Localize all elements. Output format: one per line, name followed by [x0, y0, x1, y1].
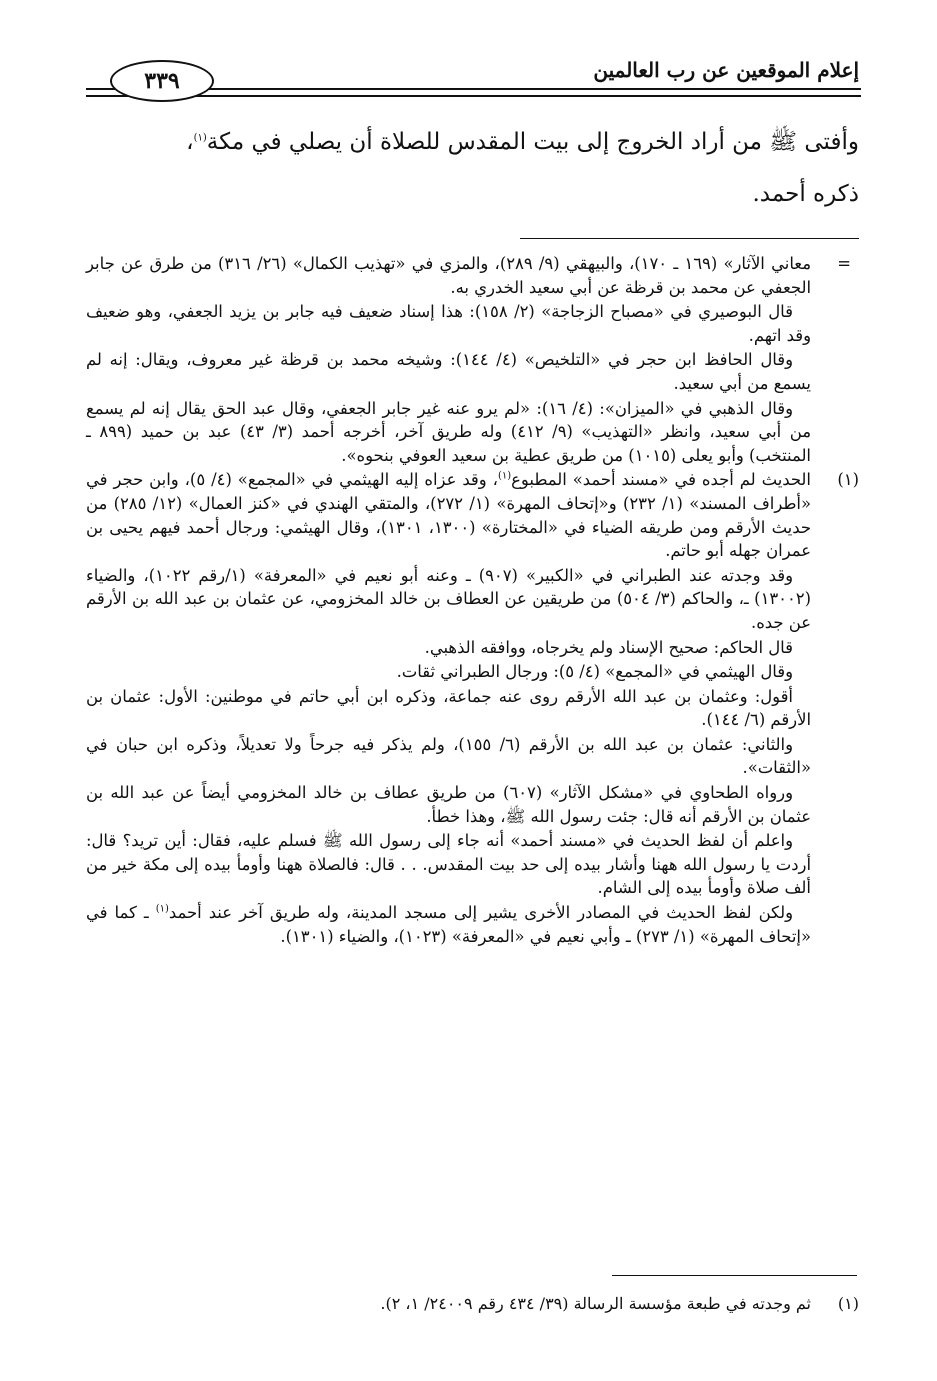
note-continuation — [86, 252, 859, 299]
main-line: ذكره أحمد. — [752, 181, 859, 207]
note-paragraph: قال الحاكم: صحيح الإسناد ولم يخرجاه، ووافقه الذهبي. — [424, 637, 793, 657]
main-text — [86, 116, 859, 220]
note-paragraph: أقول: وعثمان بن عبد الله الأرقم روى عنه جماعة، وذكره ابن أبي حاتم في موطنين: الأول: عثمان بن الأرقم (٦/ ١٤٤). — [86, 686, 811, 730]
note-paragraph: وقال الحافظ ابن حجر في «التلخيص» (٤/ ١٤٤): وشيخه محمد بن قرظة غير معروف، ويقال: إنه لم يسمع من أبي سعيد. — [86, 350, 811, 393]
note-text: الحديث لم أجده في «مسند أحمد» المطبوع — [511, 470, 811, 490]
footnote-separator — [612, 1275, 857, 1276]
note-paragraph: وقال الهيثمي في «المجمع» (٤/ ٥): ورجال الطبراني ثقات. — [396, 662, 793, 682]
note-paragraph: وقال الذهبي في «الميزان»: (٤/ ١٦): «لم يرو عنه غير جابر الجعفي، وقال عبد الحق يقال إنه لم يسمع من أبي سعيد، وانظر «التهذيب» (٩/ ٤١٢) وله طريق آخر، أخرجه أحمد (٣/ ٤٣) عبد بن حميد (٨٩٩ ـ المنتخب) وأبو يعلى (١٠١٥) من طريق عطية بن سعيد العوفي بنحوه». — [86, 398, 811, 465]
header-rule — [86, 95, 861, 97]
footnote-ref[interactable]: (١) — [193, 132, 207, 144]
footnote — [86, 1292, 859, 1316]
running-title: إعلام الموقعين عن رب العالمين — [593, 58, 859, 82]
note-number: (١) — [837, 470, 859, 490]
note-text: ولكن لفظ الحديث في المصادر الأخرى يشير إلى مسجد المدينة، وله طريق آخر عند أحمد — [168, 903, 794, 923]
footnote-ref[interactable]: (١) — [497, 470, 512, 482]
note-text: معاني الآثار» (١٦٩ ـ ١٧٠)، والبيهقي (٩/ ٢٨٩)، والمزي في «تهذيب الكمال» (٢٦/ ٣١٦) من طرق عن جابر الجعفي عن محمد بن قرظة عن أبي سعيد الخدري به. — [86, 254, 811, 297]
notes-section — [86, 252, 859, 949]
note-paragraph: والثاني: عثمان بن عبد الله بن الأرقم (٦/ ١٥٥)، ولم يذكر فيه جرحاً ولا تعديلاً، وذكره ابن حبان في «الثقات». — [86, 734, 811, 778]
main-line-punct: ، — [186, 129, 194, 155]
main-line-text: وأفتى ﷺ من أراد الخروج إلى بيت المقدس للصلاة أن يصلي في مكة — [206, 129, 859, 155]
note-text: ، وقد عزاه إليه الهيثمي في «المجمع» (٤/ ٥)، وابن حجر في «أطراف المسند» (١/ ٢٣٢) و«إتحاف المهرة» (١/ ٢٧٢)، والمتقي الهندي في «كنز العمال» (١٢/ ٢٨٥) من حديث الأرقم ومن طريقه الضياء في «المختارة» (١٣٠٠، ١٣٠١)، وقال الهيثمي: ورجال أحمد فيهم يحيى بن عمران جهله أبو حاتم. — [86, 470, 811, 561]
note-1 — [86, 468, 859, 562]
page-number: ٣٣٩ — [110, 60, 214, 102]
main-line — [86, 116, 859, 168]
note-paragraph — [86, 901, 859, 948]
note-paragraph: واعلم أن لفظ الحديث في «مسند أحمد» أنه جاء إلى رسول الله ﷺ فسلم عليه، فقال: أين تريد؟ قال: أردت يا رسول الله ههنا وأشار بيده إلى حد بيت المقدس. . . قال: فالصلاة ههنا وأومأ بيده إلى مكة خير من ألف صلاة وأومأ بيده إلى الشام. — [86, 831, 811, 898]
note-text: ـ كما في «إتحاف المهرة» (١/ ٢٧٣) ـ وأبي نعيم في «المعرفة» (١٠٢٣)، والضياء (١٣٠١). — [86, 903, 811, 946]
footnote-separator — [520, 238, 859, 239]
footnote-text: ثم وجدته في طبعة مؤسسة الرسالة (٣٩/ ٤٣٤ رقم ٢٤٠٠٩/ ١، ٢). — [380, 1294, 811, 1313]
note-paragraph: وقد وجدته عند الطبراني في «الكبير» (٩٠٧) ـ وعنه أبو نعيم في «المعرفة» (١/رقم ١٠٢٢)، والضياء (١٣٠٠٢) ـ، والحاكم (٣/ ٥٠٤) من طريقين عن العطاف بن خالد المخزومي، عن عثمان بن عبد الله بن الأرقم عن جده. — [86, 565, 811, 632]
continuation-mark: = — [837, 254, 851, 273]
note-paragraph: قال البوصيري في «مصباح الزجاجة» (٢/ ١٥٨): هذا إسناد ضعيف فيه جابر بن يزيد الجعفي، وهو ضعيف وقد اتهم. — [86, 302, 811, 345]
footnote-ref[interactable]: (١) — [155, 903, 169, 915]
note-paragraph: ورواه الطحاوي في «مشكل الآثار» (٦٠٧) من طريق عطاف بن خالد المخزومي أيضاً عن عبد الله بن عثمان بن الأرقم أنه قال: جئت رسول الله ﷺ، وهذا خطأ. — [86, 783, 811, 826]
footnote-number: (١) — [837, 1294, 859, 1313]
